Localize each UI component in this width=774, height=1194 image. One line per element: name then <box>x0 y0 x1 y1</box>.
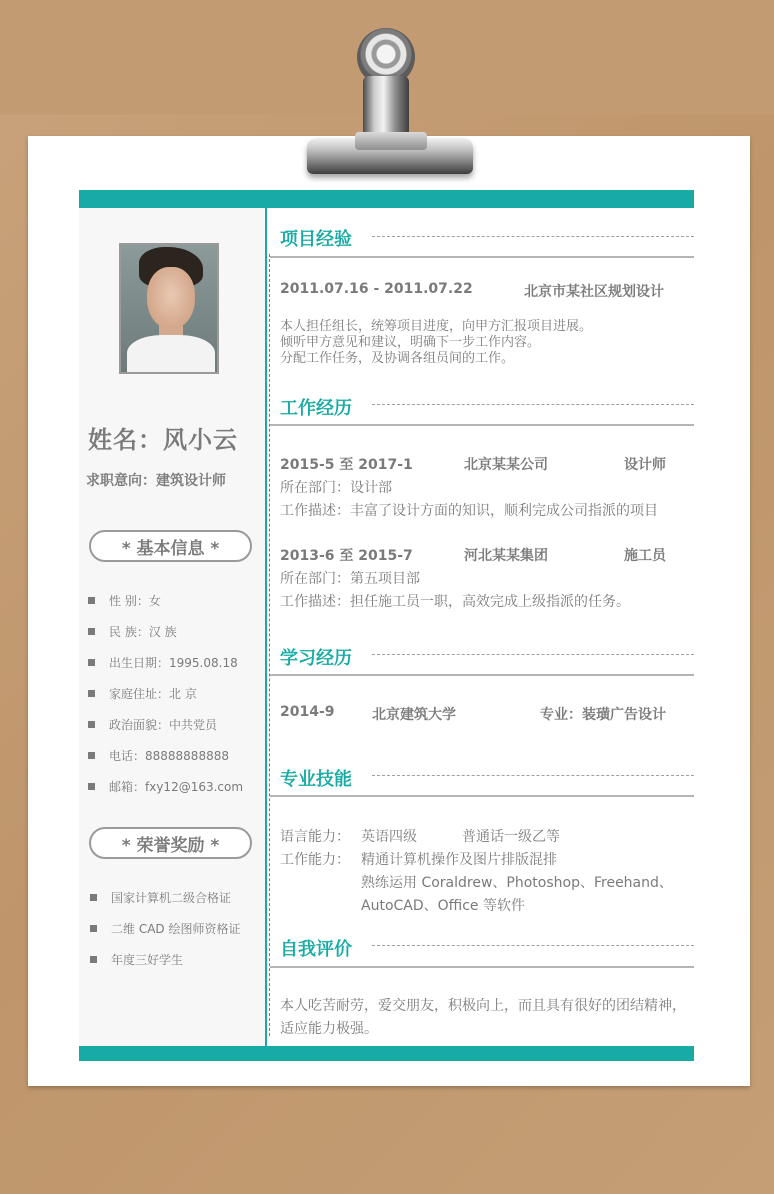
info-address: 家庭住址：北 京 <box>109 687 197 701</box>
list-item <box>88 686 263 717</box>
section-rule <box>270 424 694 426</box>
bullet-icon <box>88 783 95 790</box>
title-dash <box>372 654 694 655</box>
binder-clip-icon <box>295 28 475 176</box>
bullet-icon <box>88 690 95 697</box>
honors-heading <box>89 827 252 859</box>
job-company: 北京某某公司 <box>464 457 548 473</box>
job-period: 2015-5 至 2017-1 <box>280 457 413 473</box>
info-email: 邮箱：fxy12@163.com <box>109 780 244 794</box>
job-company: 河北某某集团 <box>464 548 548 564</box>
basic-info-heading <box>89 530 252 562</box>
title-dash <box>372 236 694 237</box>
bullet-icon <box>88 597 95 604</box>
basic-info-list <box>88 593 263 810</box>
title-dash <box>372 945 694 946</box>
job-role: 施工员 <box>624 548 666 564</box>
title-dash <box>372 775 694 776</box>
honors-heading-label: * 荣誉奖励 * <box>121 835 220 856</box>
skill-language-label: 语言能力： <box>280 829 350 845</box>
bullet-icon <box>88 628 95 635</box>
section-title-project: 项目经验 <box>280 229 352 250</box>
job-dept: 所在部门：设计部 <box>280 480 392 496</box>
list-item <box>88 593 263 624</box>
info-ethnicity: 民 族：汉 族 <box>109 625 177 639</box>
job-desc: 工作描述：丰富了设计方面的知识，顺利完成公司指派的项目 <box>280 503 658 519</box>
section-title-self-eval: 自我评价 <box>280 939 352 960</box>
footer-accent-bar <box>79 1046 694 1061</box>
header-accent-bar <box>79 190 694 208</box>
profile-photo <box>119 243 219 374</box>
job-objective: 求职意向：建筑设计师 <box>86 473 226 489</box>
skill-work-line: 精通计算机操作及图片排版混排 <box>361 852 557 868</box>
honor-item: 国家计算机二级合格证 <box>111 891 232 905</box>
list-item <box>90 921 265 952</box>
list-item <box>90 952 265 983</box>
sidebar-divider <box>265 208 267 1046</box>
honors-list <box>90 890 265 983</box>
skill-language-1: 英语四级 <box>361 829 417 845</box>
bullet-icon <box>88 721 95 728</box>
project-line: 本人担任组长，统筹项目进度，向甲方汇报项目进展。 <box>280 319 593 334</box>
skill-work-line: 熟练运用 Coraldrew、Photoshop、Freehand、 <box>361 875 673 891</box>
info-phone: 电话：88888888888 <box>109 749 229 763</box>
section-rule <box>270 256 694 258</box>
job-dept: 所在部门：第五项目部 <box>280 571 420 587</box>
section-title-skills: 专业技能 <box>280 769 352 790</box>
basic-info-heading-label: * 基本信息 * <box>121 538 220 559</box>
list-item <box>88 655 263 686</box>
skill-language-2: 普通话一级乙等 <box>462 829 560 845</box>
project-line: 倾听甲方意见和建议，明确下一步工作内容。 <box>280 335 541 350</box>
honor-item: 二维 CAD 绘图师资格证 <box>111 922 241 936</box>
section-rule <box>270 795 694 797</box>
job-role: 设计师 <box>624 457 666 473</box>
job-period: 2013-6 至 2015-7 <box>280 548 413 564</box>
project-period: 2011.07.16 - 2011.07.22 <box>280 281 473 297</box>
education-school: 北京建筑大学 <box>372 707 456 723</box>
list-item <box>90 890 265 921</box>
self-eval-line: 适应能力极强。 <box>280 1021 378 1037</box>
bullet-icon <box>90 956 97 963</box>
job-desc: 工作描述：担任施工员一职，高效完成上级指派的任务。 <box>280 594 630 610</box>
bullet-icon <box>90 894 97 901</box>
list-item <box>88 717 263 748</box>
project-name: 北京市某社区规划设计 <box>524 284 664 300</box>
title-dash <box>372 404 694 405</box>
education-major: 专业：装璜广告设计 <box>540 707 666 723</box>
section-title-education: 学习经历 <box>280 648 352 669</box>
bullet-icon <box>88 659 95 666</box>
bullet-icon <box>88 752 95 759</box>
honor-item: 年度三好学生 <box>111 953 184 967</box>
list-item <box>88 748 263 779</box>
self-eval-line: 本人吃苦耐劳，爱交朋友，积极向上，而且具有很好的团结精神， <box>280 998 686 1014</box>
section-rule <box>270 966 694 968</box>
info-political-status: 政治面貌：中共党员 <box>109 718 218 732</box>
skill-work-line: AutoCAD、Office 等软件 <box>361 898 525 914</box>
list-item <box>88 779 263 810</box>
info-birthdate: 出生日期：1995.08.18 <box>109 656 238 670</box>
education-year: 2014-9 <box>280 704 335 720</box>
skill-work-label: 工作能力： <box>280 852 350 868</box>
candidate-name: 姓名：风小云 <box>88 426 238 454</box>
bullet-icon <box>90 925 97 932</box>
timeline-dashed-line <box>269 254 270 1036</box>
section-title-work: 工作经历 <box>280 398 352 419</box>
project-line: 分配工作任务，及协调各组员间的工作。 <box>280 351 515 366</box>
list-item <box>88 624 263 655</box>
info-gender: 性 别：女 <box>109 594 161 608</box>
section-rule <box>270 674 694 676</box>
